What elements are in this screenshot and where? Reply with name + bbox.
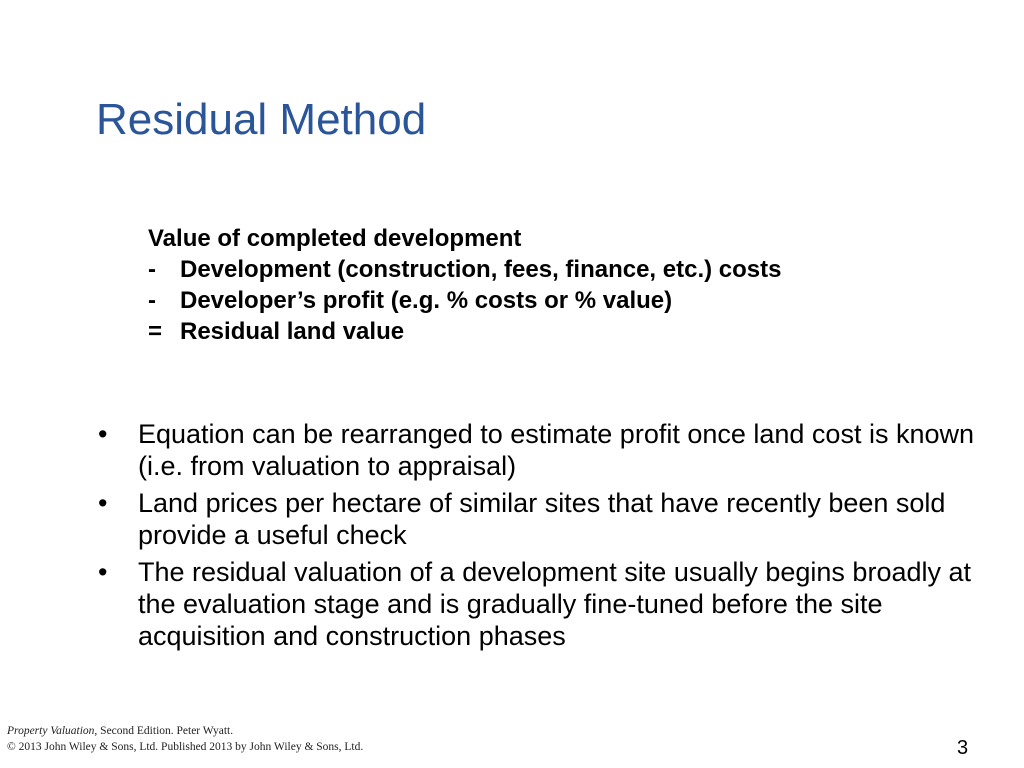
- footer-line-2: © 2013 John Wiley & Sons, Ltd. Published 2013 by John Wiley & Sons, Ltd.: [7, 741, 364, 753]
- bullet-item: [96, 487, 976, 551]
- bullet-text: The residual valuation of a development site usually begins broadly at the evaluation stage and is gradually fine-tuned before the site acquisition and construction phases: [138, 557, 972, 651]
- bullet-icon: •: [98, 419, 108, 449]
- slide-title: Residual Method: [96, 95, 427, 144]
- formula-head-row: [148, 223, 888, 254]
- formula-row: [148, 316, 888, 347]
- formula-operator: =: [148, 318, 163, 345]
- formula-head-text: Value of completed development: [148, 225, 522, 252]
- footer-line-1: [7, 723, 363, 739]
- bullet-icon: •: [98, 557, 108, 587]
- book-title: Property Valuation: [7, 725, 95, 737]
- formula-operator: -: [148, 287, 156, 314]
- bullet-item: [96, 556, 976, 652]
- formula-text: Development (construction, fees, finance, etc.) costs: [180, 256, 782, 283]
- formula-text: Residual land value: [180, 318, 405, 345]
- footer-edition-author: , Second Edition. Peter Wyatt.: [94, 725, 234, 737]
- bullet-icon: •: [98, 488, 108, 518]
- formula-operator: -: [148, 256, 156, 283]
- residual-formula: [148, 223, 888, 347]
- formula-row: [148, 285, 888, 316]
- page-number: 3: [957, 737, 969, 759]
- copyright-footer: [7, 723, 363, 755]
- bullet-list: [96, 418, 976, 657]
- bullet-text: Land prices per hectare of similar sites that have recently been sold provide a useful check: [138, 488, 946, 550]
- bullet-item: [96, 418, 976, 482]
- formula-row: [148, 254, 888, 285]
- bullet-text: Equation can be rearranged to estimate profit once land cost is known (i.e. from valuation to appraisal): [138, 419, 974, 481]
- formula-text: Developer’s profit (e.g. % costs or % value): [180, 287, 673, 314]
